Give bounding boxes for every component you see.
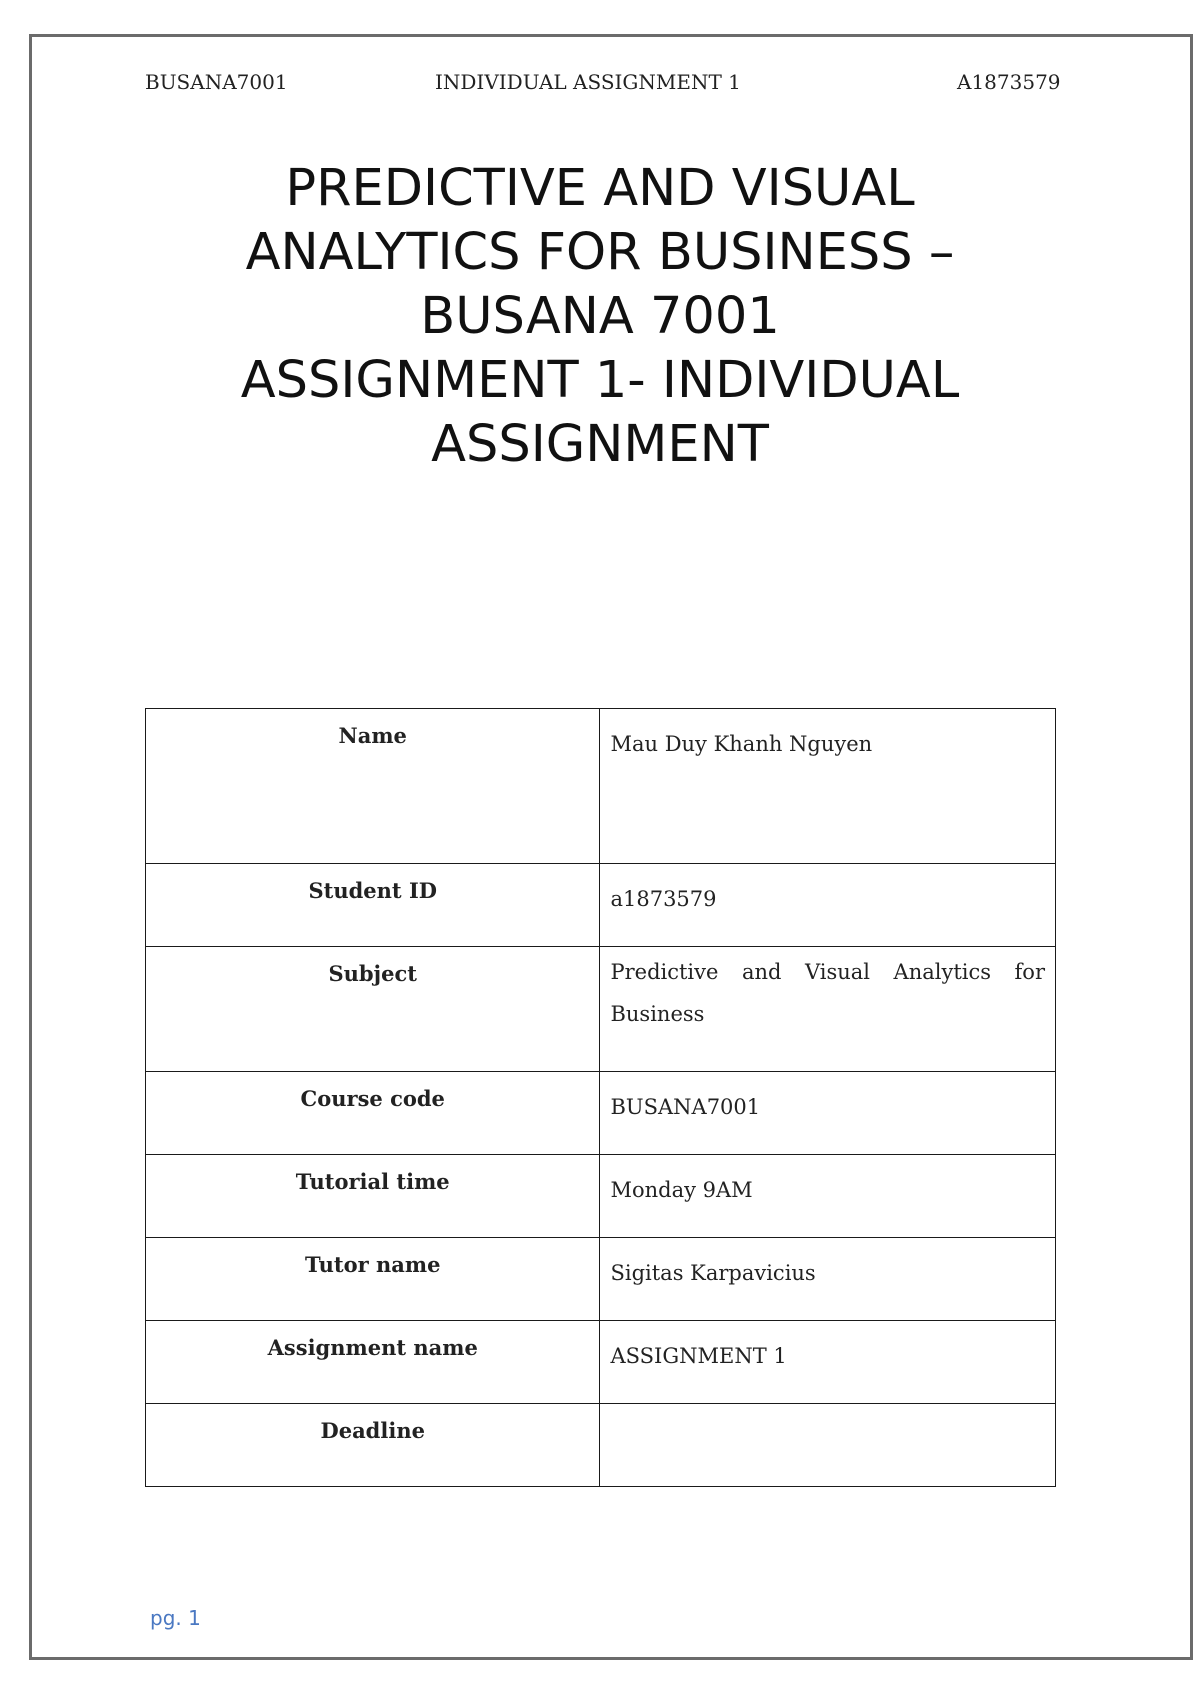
- title-line-2: ANALYTICS FOR BUSINESS –: [245, 223, 955, 282]
- header-assignment-title: INDIVIDUAL ASSIGNMENT 1: [435, 70, 741, 94]
- title-line-3: BUSANA 7001: [420, 287, 780, 346]
- deadline-label: Deadline: [146, 1404, 600, 1487]
- table-row: [146, 864, 1056, 947]
- header-course-code: BUSANA7001: [145, 70, 288, 94]
- table-row: [146, 1155, 1056, 1238]
- tutorial-time-label: Tutorial time: [146, 1155, 600, 1238]
- cover-info-table: [145, 708, 1056, 1487]
- table-row: [146, 947, 1056, 1072]
- subject-value: Predictive and Visual Analytics for Business: [600, 947, 1056, 1072]
- page-number: pg. 1: [150, 1606, 201, 1630]
- deadline-value: [600, 1404, 1056, 1487]
- title-line-1: PREDICTIVE AND VISUAL: [285, 159, 915, 218]
- course-code-label: Course code: [146, 1072, 600, 1155]
- student-id-value: a1873579: [600, 864, 1056, 947]
- student-id-label: Student ID: [146, 864, 600, 947]
- tutorial-time-value: Monday 9AM: [600, 1155, 1056, 1238]
- subject-label: Subject: [146, 947, 600, 1072]
- page-header: [0, 70, 1200, 100]
- course-code-value: BUSANA7001: [600, 1072, 1056, 1155]
- title-line-5: ASSIGNMENT: [431, 415, 769, 474]
- document-title: [150, 157, 1050, 477]
- table-row: [146, 1404, 1056, 1487]
- table-row: [146, 1321, 1056, 1404]
- table-row: [146, 1072, 1056, 1155]
- name-value: Mau Duy Khanh Nguyen: [600, 709, 1056, 864]
- title-line-4: ASSIGNMENT 1- INDIVIDUAL: [240, 351, 960, 410]
- name-label: Name: [146, 709, 600, 864]
- assignment-name-value: ASSIGNMENT 1: [600, 1321, 1056, 1404]
- tutor-name-label: Tutor name: [146, 1238, 600, 1321]
- assignment-name-label: Assignment name: [146, 1321, 600, 1404]
- table-row: [146, 709, 1056, 864]
- table-row: [146, 1238, 1056, 1321]
- tutor-name-value: Sigitas Karpavicius: [600, 1238, 1056, 1321]
- header-student-id: A1873579: [957, 70, 1061, 94]
